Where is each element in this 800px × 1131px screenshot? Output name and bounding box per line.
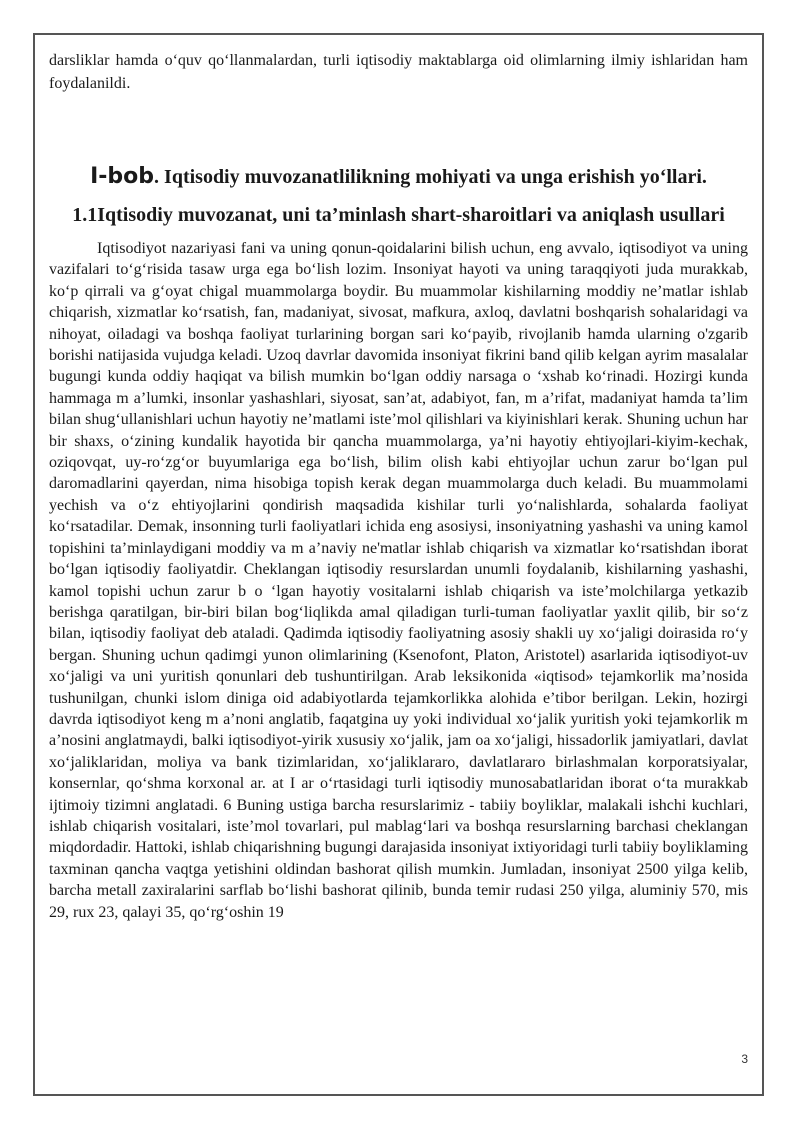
continued-paragraph: darsliklar hamda o‘quv qo‘llanmalardan, turli iqtisodiy maktablarga oid olimlarning ilmiy ishlaridan ham foydalanildi. (49, 52, 748, 92)
page (33, 33, 764, 1096)
chapter-title: . Iqtisodiy muvozanatlilikning mohiyati va unga erishish yo‘llari. (154, 166, 707, 188)
page-number: 3 (741, 1052, 748, 1066)
body-paragraph: Iqtisodiyot nazariyasi fani va uning qonun-qoidalarini bilish uchun, eng avvalo, iqtisodiyot va uning vazifalari to‘g‘risida tasaw urga ega bo‘lish lozim. Insoniyat hayoti va uning taraqqiyoti juda murakkab, ko‘p qirrali va g‘oyat chigal muammolarga boydir. Bu muammolar kishilarning moddiy ne’matlar ishlab chiqarish, xizmatlar ko‘rsatish, fan, madaniyat, sivosat, mafkura, axloq, davlatni boshqarish sohalaridagi va nihoyat, oiladagi va boshqa faoliyat turlarining borgan sari ko‘payib, rivojlanib hamda ularning o'zgarib borishi natijasida vujudga keladi. Uzoq davrlar davomida insoniyat fikrini band qilib kelgan ayrim masalalar bugungi kunda oddiy haqiqat va bilish mumkin bo‘lgan oddiy narsaga o ‘xshab ko‘rinadi. Hozirgi kunda hammaga m a’lumki, insonlar yashashlari, siyosat, san’at, adabiyot, fan, m a’rifat, madaniyat hamda ta’lim bilan shug‘ullanishlari uchun hayotiy ne’matlami iste’mol qilishlari va kiyinishlari kerak. Shuning uchun har bir shaxs, o‘zining kundalik hayotida bir qancha muammolarga, ya’ni hayotiy ehtiyojlari-kiyim-kechak, oziqovqat, uy-ro‘zg‘or buyumlariga ega bo‘lish, bilim olish kabi ehtiyojlar uchun zarur bo‘lgan pul daromadlarini qayerdan, nima hisobiga topish kerak degan muammolarga duch keladi. Bu muammolami yechish va o‘z ehtiyojlarini qondirish maqsadida kishilar turli yo‘nalishlarda, sohalarda faoliyat ko‘rsatadilar. Demak, insonning turli faoliyatlari ichida eng asosiysi, insoniyatning yashashi va uning kamol topishini ta’minlaydigani moddiy va m a’naviy ne'matlar ishlab chiqarish va xizmatlar ko‘rsatishdan iborat bo‘lgan iqtisodiy faoliyatdir. Cheklangan iqtisodiy resurslardan unumli foydalanib, kishilarning yashashi, kamol topishi uchun zarur b o ‘lgan hayotiy vositalarni ishlab chiqarish va iste’molchilarga yetkazib berishga qaratilgan, bir-biri bilan bog‘liqlikda amal qiladigan turli-tuman faoliyatlar yaxlit qilib, bir so‘z bilan, iqtisodiy faoliyat deb ataladi. Qadimda iqtisodiy faoliyatning asosiy shakli uy xo‘jaligi doirasida ro‘y bergan. Shuning uchun qadimgi yunon olimlarining (Ksenofont, Platon, Aristotel) asarlarida iqtisodiyot-uv xo‘jaligi va uni yuritish qonunlari deb tushuntirilgan. Arab leksikonida «iqtisod» tejamkorlik ma’nosida tushunilgan, chunki islom diniga oid adabiyotlarda tejamkorlikka alohida e’tibor berilgan. Lekin, hozirgi davrda iqtisodiyot keng m a’noni anglatib, faqatgina uy yoki individual xo‘jalik yuritish yoki tejamkorlik m a’nosini anglatmaydi, balki iqtisodiyot-yirik xususiy xo‘jalik, jam oa xo‘jaligi, hissadorlik jamiyatlari, davlat xo‘jaliklaridan, moliya va bank tizimlaridan, xo‘jaliklararo, davlatlararo birlashmalan korporatsiyalar, konsernlar, qo‘shma korxonal ar. at I ar o‘rtasidagi turli iqtisodiy munosabatlaridan iborat o‘ta murakkab ijtimoiy tizimni anglatadi. 6 Buning ustiga barcha resurslarimiz - tabiiy boyliklar, malakali ishchi kuchlari, ishlab chiqarish vositalari, iste’mol tovarlari, pul mablag‘lari va boshqa resurslarning barchasi cheklangan miqdordadir. Hattoki, ishlab chiqarishning bugungi darajasida insoniyat ixtiyoridagi turli tabiiy boyliklaming taxminan qancha vaqtga yetishini oldindan bashorat qilish mumkin. Jumladan, insoniyat 2500 yilga kelib, barcha metall zaxiralarini sarflab bo‘lishi bashorat qilinib, bunda temir rudasi 250 yilga, aluminiy 570, mis 29, rux 23, qalayi 35, qo‘rg‘oshin 19 (49, 240, 748, 921)
page-content (49, 49, 748, 923)
chapter-label: I-bob (90, 164, 155, 189)
chapter-heading (49, 163, 748, 191)
section-heading: 1.1Iqtisodiy muvozanat, uni ta’minlash shart-sharoitlari va aniqlash usullari (72, 204, 725, 226)
